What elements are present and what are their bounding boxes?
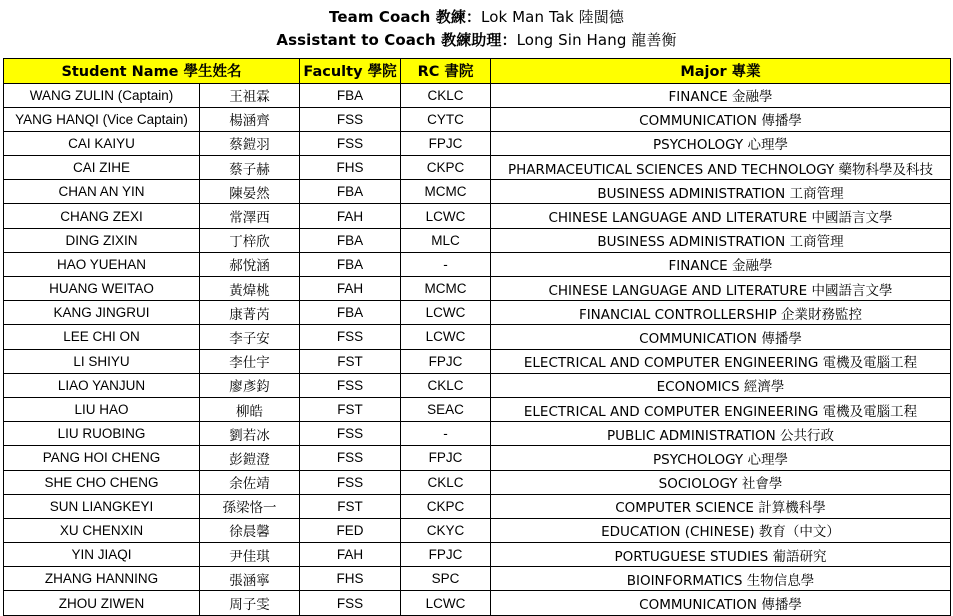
cell-rc: FPJC xyxy=(401,543,491,567)
table-header-row xyxy=(4,58,951,83)
table-row xyxy=(4,107,951,131)
cell-rc: - xyxy=(401,252,491,276)
table-row xyxy=(4,446,951,470)
cell-student-name: WANG ZULIN (Captain) xyxy=(4,83,200,107)
cell-major: PSYCHOLOGY 心理學 xyxy=(491,446,951,470)
cell-student-name: HUANG WEITAO xyxy=(4,277,200,301)
cell-faculty: FHS xyxy=(300,567,401,591)
cell-student-chinese-name: 丁梓欣 xyxy=(200,228,300,252)
cell-faculty: FBA xyxy=(300,228,401,252)
cell-rc: CKYC xyxy=(401,518,491,542)
cell-major: COMMUNICATION 傳播學 xyxy=(491,591,951,615)
cell-student-chinese-name: 李仕宇 xyxy=(200,349,300,373)
cell-student-chinese-name: 康菁芮 xyxy=(200,301,300,325)
cell-student-name: LIAO YANJUN xyxy=(4,373,200,397)
cell-rc: CKPC xyxy=(401,156,491,180)
cell-major: FINANCE 金融學 xyxy=(491,83,951,107)
cell-faculty: FSS xyxy=(300,446,401,470)
cell-rc: FPJC xyxy=(401,131,491,155)
table-row xyxy=(4,494,951,518)
cell-student-name: CAI KAIYU xyxy=(4,131,200,155)
cell-rc: SPC xyxy=(401,567,491,591)
cell-student-name: CHAN AN YIN xyxy=(4,180,200,204)
cell-student-chinese-name: 陳晏然 xyxy=(200,180,300,204)
cell-rc: SEAC xyxy=(401,397,491,421)
table-row xyxy=(4,567,951,591)
cell-major: SOCIOLOGY 社會學 xyxy=(491,470,951,494)
cell-faculty: FAH xyxy=(300,204,401,228)
table-row xyxy=(4,156,951,180)
cell-major: EDUCATION (CHINESE) 教育（中文） xyxy=(491,518,951,542)
table-header xyxy=(4,58,951,83)
table-body xyxy=(4,83,951,615)
table-row xyxy=(4,204,951,228)
column-header-major: Major 專業 xyxy=(491,58,951,83)
cell-faculty: FSS xyxy=(300,470,401,494)
cell-student-name: KANG JINGRUI xyxy=(4,301,200,325)
team-coach-value: Lok Man Tak 陸閩德 xyxy=(481,8,624,26)
cell-faculty: FST xyxy=(300,494,401,518)
cell-rc: MCMC xyxy=(401,277,491,301)
cell-student-name: ZHANG HANNING xyxy=(4,567,200,591)
cell-faculty: FBA xyxy=(300,252,401,276)
cell-rc: - xyxy=(401,422,491,446)
cell-major: BUSINESS ADMINISTRATION 工商管理 xyxy=(491,180,951,204)
cell-student-name: SHE CHO CHENG xyxy=(4,470,200,494)
cell-rc: FPJC xyxy=(401,349,491,373)
cell-student-name: LEE CHI ON xyxy=(4,325,200,349)
roster-table xyxy=(3,58,951,616)
table-row xyxy=(4,301,951,325)
cell-student-chinese-name: 柳皓 xyxy=(200,397,300,421)
cell-rc: MLC xyxy=(401,228,491,252)
cell-student-name: LI SHIYU xyxy=(4,349,200,373)
cell-rc: LCWC xyxy=(401,301,491,325)
cell-student-chinese-name: 楊涵齊 xyxy=(200,107,300,131)
column-header-student-name: Student Name 學生姓名 xyxy=(4,58,300,83)
cell-student-chinese-name: 蔡鎧羽 xyxy=(200,131,300,155)
cell-student-chinese-name: 常澤西 xyxy=(200,204,300,228)
cell-student-chinese-name: 劉若冰 xyxy=(200,422,300,446)
cell-faculty: FAH xyxy=(300,277,401,301)
cell-rc: MCMC xyxy=(401,180,491,204)
cell-faculty: FSS xyxy=(300,591,401,615)
cell-major: CHINESE LANGUAGE AND LITERATURE 中國語言文學 xyxy=(491,204,951,228)
cell-student-name: CAI ZIHE xyxy=(4,156,200,180)
cell-major: FINANCIAL CONTROLLERSHIP 企業財務監控 xyxy=(491,301,951,325)
cell-faculty: FHS xyxy=(300,156,401,180)
cell-rc: LCWC xyxy=(401,325,491,349)
cell-rc: LCWC xyxy=(401,591,491,615)
cell-student-chinese-name: 余佐靖 xyxy=(200,470,300,494)
cell-faculty: FBA xyxy=(300,83,401,107)
table-row xyxy=(4,180,951,204)
cell-student-chinese-name: 徐晨馨 xyxy=(200,518,300,542)
cell-major: COMMUNICATION 傳播學 xyxy=(491,325,951,349)
table-row xyxy=(4,325,951,349)
cell-faculty: FSS xyxy=(300,107,401,131)
cell-major: FINANCE 金融學 xyxy=(491,252,951,276)
table-row xyxy=(4,373,951,397)
cell-rc: CKLC xyxy=(401,83,491,107)
table-row xyxy=(4,131,951,155)
table-row xyxy=(4,470,951,494)
cell-student-name: XU CHENXIN xyxy=(4,518,200,542)
table-row xyxy=(4,543,951,567)
cell-faculty: FAH xyxy=(300,543,401,567)
cell-rc: CKLC xyxy=(401,470,491,494)
cell-student-name: DING ZIXIN xyxy=(4,228,200,252)
cell-faculty: FST xyxy=(300,397,401,421)
cell-major: COMMUNICATION 傳播學 xyxy=(491,107,951,131)
cell-rc: FPJC xyxy=(401,446,491,470)
cell-major: BUSINESS ADMINISTRATION 工商管理 xyxy=(491,228,951,252)
cell-student-chinese-name: 蔡子赫 xyxy=(200,156,300,180)
cell-student-chinese-name: 張涵寧 xyxy=(200,567,300,591)
cell-student-chinese-name: 尹佳琪 xyxy=(200,543,300,567)
table-row xyxy=(4,591,951,615)
cell-student-name: YANG HANQI (Vice Captain) xyxy=(4,107,200,131)
cell-student-name: SUN LIANGKEYI xyxy=(4,494,200,518)
cell-student-chinese-name: 周子雯 xyxy=(200,591,300,615)
cell-faculty: FBA xyxy=(300,301,401,325)
cell-faculty: FSS xyxy=(300,373,401,397)
column-header-rc: RC 書院 xyxy=(401,58,491,83)
cell-student-name: PANG HOI CHENG xyxy=(4,446,200,470)
cell-major: PSYCHOLOGY 心理學 xyxy=(491,131,951,155)
cell-rc: CKPC xyxy=(401,494,491,518)
cell-rc: CYTC xyxy=(401,107,491,131)
cell-student-chinese-name: 彭鎧澄 xyxy=(200,446,300,470)
cell-student-chinese-name: 廖彥鈞 xyxy=(200,373,300,397)
assistant-coach-label: Assistant to Coach 教練助理： xyxy=(276,31,517,50)
table-row xyxy=(4,277,951,301)
cell-faculty: FSS xyxy=(300,325,401,349)
cell-major: CHINESE LANGUAGE AND LITERATURE 中國語言文學 xyxy=(491,277,951,301)
cell-student-name: LIU RUOBING xyxy=(4,422,200,446)
column-header-faculty: Faculty 學院 xyxy=(300,58,401,83)
cell-student-name: ZHOU ZIWEN xyxy=(4,591,200,615)
assistant-coach-line xyxy=(0,29,953,52)
table-row xyxy=(4,83,951,107)
cell-rc: LCWC xyxy=(401,204,491,228)
cell-student-name: YIN JIAQI xyxy=(4,543,200,567)
cell-faculty: FSS xyxy=(300,422,401,446)
cell-major: PORTUGUESE STUDIES 葡語研究 xyxy=(491,543,951,567)
header-block xyxy=(0,0,953,53)
cell-major: PHARMACEUTICAL SCIENCES AND TECHNOLOGY 藥物科學及科技 xyxy=(491,156,951,180)
team-coach-line xyxy=(0,6,953,29)
cell-faculty: FST xyxy=(300,349,401,373)
cell-student-name: LIU HAO xyxy=(4,397,200,421)
cell-major: ELECTRICAL AND COMPUTER ENGINEERING 電機及電腦工程 xyxy=(491,349,951,373)
table-row xyxy=(4,518,951,542)
cell-faculty: FED xyxy=(300,518,401,542)
cell-major: BIOINFORMATICS 生物信息學 xyxy=(491,567,951,591)
cell-student-chinese-name: 郝悅涵 xyxy=(200,252,300,276)
cell-student-chinese-name: 黃煒桃 xyxy=(200,277,300,301)
cell-major: COMPUTER SCIENCE 計算機科學 xyxy=(491,494,951,518)
roster-table-wrap xyxy=(0,58,953,616)
table-row xyxy=(4,349,951,373)
cell-rc: CKLC xyxy=(401,373,491,397)
cell-major: ECONOMICS 經濟學 xyxy=(491,373,951,397)
table-row xyxy=(4,252,951,276)
cell-student-chinese-name: 李子安 xyxy=(200,325,300,349)
cell-faculty: FBA xyxy=(300,180,401,204)
cell-student-name: CHANG ZEXI xyxy=(4,204,200,228)
cell-faculty: FSS xyxy=(300,131,401,155)
cell-student-chinese-name: 王祖霖 xyxy=(200,83,300,107)
cell-major: PUBLIC ADMINISTRATION 公共行政 xyxy=(491,422,951,446)
table-row xyxy=(4,422,951,446)
cell-major: ELECTRICAL AND COMPUTER ENGINEERING 電機及電腦工程 xyxy=(491,397,951,421)
table-row xyxy=(4,397,951,421)
team-coach-label: Team Coach 教練： xyxy=(329,8,482,26)
cell-student-name: HAO YUEHAN xyxy=(4,252,200,276)
cell-student-chinese-name: 孫梁恪一 xyxy=(200,494,300,518)
table-row xyxy=(4,228,951,252)
assistant-coach-value: Long Sin Hang 龍善衡 xyxy=(516,31,677,50)
